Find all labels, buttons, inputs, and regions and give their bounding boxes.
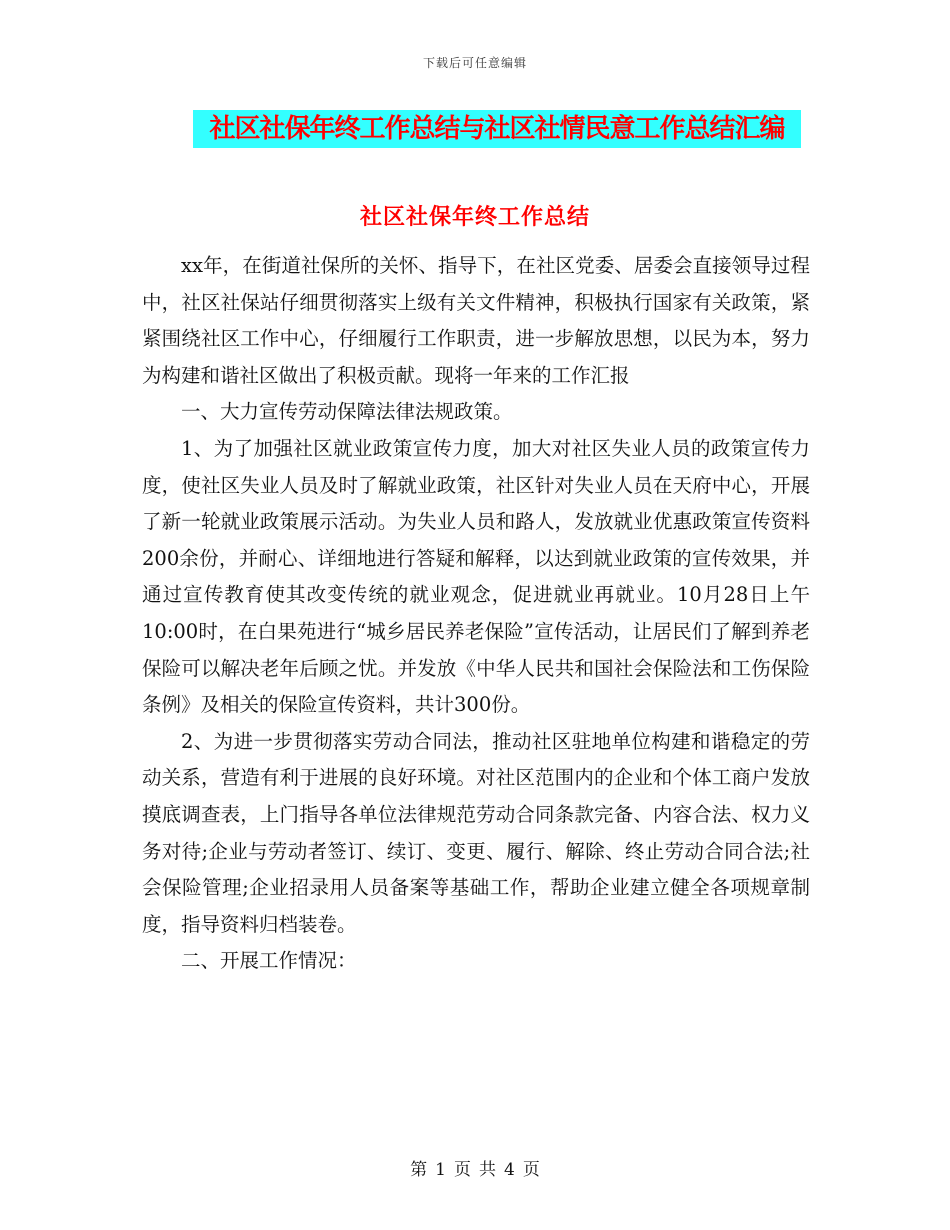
footer-total-pages: 4	[504, 1160, 515, 1180]
footer-page-unit: 页	[454, 1160, 471, 1180]
footer-page-word: 第	[410, 1160, 428, 1180]
paragraph-intro: xx年，在街道社保所的关怀、指导下，在社区党委、居委会直接领导过程中，社区社保站仔细贯彻落实上级有关文件精神，积极执行国家有关政策，紧紧围绕社区工作中心，仔细履行工作职责，进一步解放思想，以民为本，努力为构建和谐社区做出了积极贡献。现将一年来的工作汇报	[142, 254, 810, 387]
paragraph-heading-2: 二、开展工作情况：	[181, 949, 357, 973]
section-title: 社区社保年终工作总结	[359, 204, 590, 230]
footer-total-word: 共	[479, 1160, 496, 1180]
footer-page-number: 1	[435, 1160, 446, 1180]
document-body	[142, 248, 810, 980]
document-main-title: 社区社保年终工作总结与社区社情民意工作总结汇编	[193, 110, 801, 148]
paragraph-item-1: 1、为了加强社区就业政策宣传力度，加大对社区失业人员的政策宣传力度，使社区失业人员及时了解就业政策，社区针对失业人员在天府中心，开展了新一轮就业政策展示活动。为失业人员和路人，发放就业优惠政策宣传资料200余份，并耐心、详细地进行答疑和解释，以达到就业政策的宣传效果，并通过宣传教育使其改变传统的就业观念，促进就业再就业。10月28日上午10:00时，在白果苑进行“城乡居民养老保险”宣传活动，让居民们了解到养老保险可以解决老年后顾之忧。并发放《中华人民共和国社会保险法和工伤保险条例》及相关的保险宣传资料，共计300份。	[142, 436, 810, 717]
paragraph-item-2: 2、为进一步贯彻落实劳动合同法，推动社区驻地单位构建和谐稳定的劳动关系，营造有利于进展的良好环境。对社区范围内的企业和个体工商户发放摸底调查表，上门指导各单位法律规范劳动合同条款完备、内容合法、权力义务对待;企业与劳动者签订、续订、变更、履行、解除、终止劳动合同合法;社会保险管理;企业招录用人员备案等基础工作，帮助企业建立健全各项规章制度，指导资料归档装卷。	[142, 729, 810, 936]
footer-total-unit: 页	[522, 1160, 540, 1180]
page-header-note: 下载后可任意编辑	[422, 56, 527, 70]
page-footer	[0, 1155, 950, 1180]
paragraph-heading-1: 一、大力宣传劳动保障法律法规政策。	[181, 400, 513, 424]
